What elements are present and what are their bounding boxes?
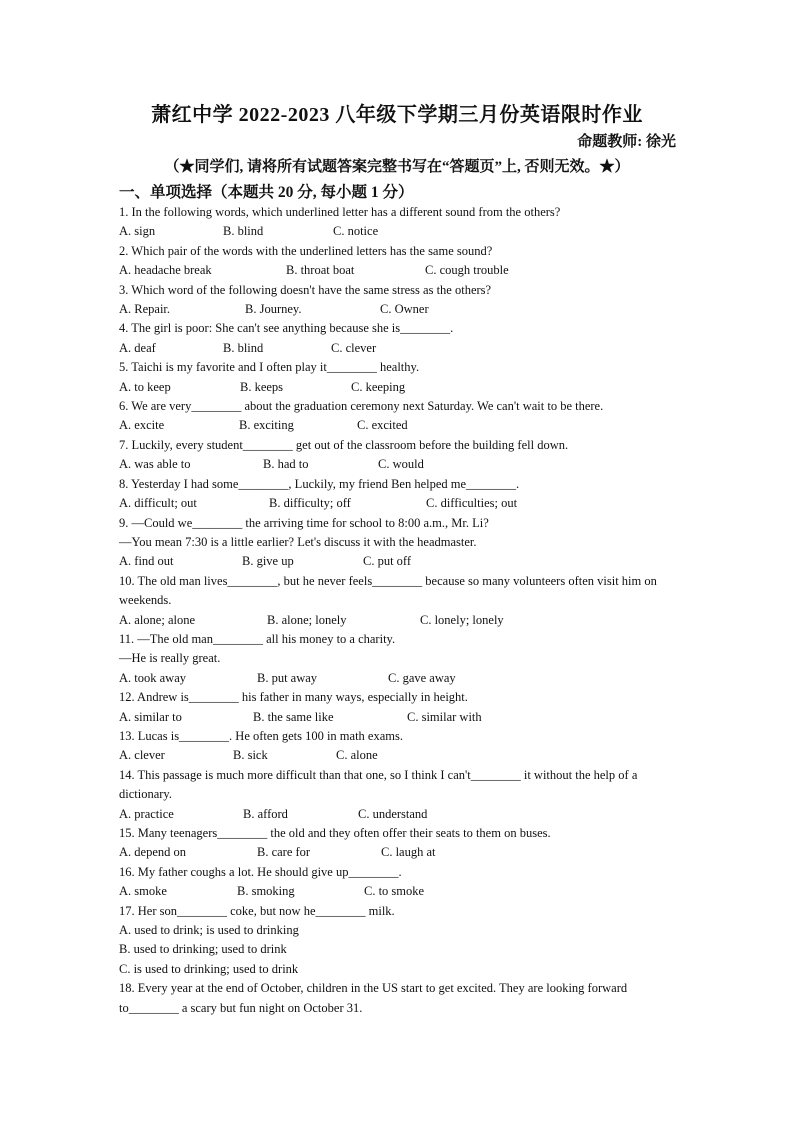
option-row <box>119 552 679 571</box>
answer-option: A. clever <box>119 748 165 763</box>
question-stem: 14. This passage is much more difficult than that one, so I think I can't________ it without the help of a dictionary. <box>119 767 638 802</box>
answer-option: A. sign <box>119 224 156 239</box>
answer-option: B. Journey. <box>245 302 302 317</box>
option-row <box>119 746 679 765</box>
option-row <box>119 494 679 513</box>
option-row <box>119 455 679 474</box>
option-row <box>119 222 679 241</box>
answer-option: C. similar with <box>407 709 482 724</box>
answer-option: C. clever <box>331 340 377 355</box>
answer-option: A. to keep <box>119 379 171 394</box>
question-stem: 4. The girl is poor: She can't see anything because she is________. <box>119 321 454 336</box>
question-stem: 18. Every year at the end of October, children in the US start to get excited. They are looking forward to________ a scary but fun night on October 31. <box>119 981 628 1015</box>
option-row <box>119 378 679 397</box>
answer-option: C. difficulties; out <box>426 496 518 511</box>
answer-option: C. would <box>378 457 424 472</box>
question-stem: 17. Her son________ coke, but now he________ milk. <box>119 903 395 918</box>
option-row <box>119 843 679 862</box>
answer-option: B. difficulty; off <box>269 496 351 511</box>
notice-text: （★同学们, 请将所有试题答案完整书写在“答题页”上, 否则无效。★） <box>164 159 630 175</box>
question-stem: 5. Taichi is my favorite and I often play it________ healthy. <box>119 360 420 375</box>
answer-option: B. alone; lonely <box>267 612 347 627</box>
answer-option: B. give up <box>242 554 294 569</box>
option-row <box>119 416 679 435</box>
answer-option: C. gave away <box>388 670 456 685</box>
question-stem: 2. Which pair of the words with the underlined letters has the same sound? <box>119 243 493 258</box>
answer-option: A. used to drink; is used to drinking <box>119 923 299 938</box>
answer-option: B. keeps <box>240 379 284 394</box>
question-stem: 8. Yesterday I had some________, Luckily, my friend Ben helped me________. <box>119 476 520 491</box>
answer-option: C. to smoke <box>364 884 425 899</box>
option-row <box>119 882 679 901</box>
question-stem: 1. In the following words, which underlined letter has a different sound from the others? <box>119 205 561 219</box>
answer-option: A. alone; alone <box>119 612 196 627</box>
answer-option: A. smoke <box>119 884 167 899</box>
answer-option: B. sick <box>233 748 268 763</box>
answer-option: B. afford <box>243 806 288 821</box>
question-stem: 7. Luckily, every student________ get out of the classroom before the building fell down. <box>119 437 569 452</box>
question-list <box>119 203 679 1018</box>
question-stem: 3. Which word of the following doesn't have the same stress as the others? <box>119 282 492 297</box>
answer-option: B. smoking <box>237 884 295 899</box>
answer-option: C. lonely; lonely <box>420 612 504 627</box>
answer-option: A. was able to <box>119 457 191 472</box>
option-row <box>119 611 679 630</box>
answer-option: B. used to drinking; used to drink <box>119 942 287 957</box>
option-row <box>119 669 679 688</box>
answer-option: A. excite <box>119 418 165 433</box>
answer-option: C. excited <box>357 418 408 433</box>
option-row <box>119 805 679 824</box>
answer-option: A. find out <box>119 554 174 569</box>
question-dialogue-line: —He is really great. <box>119 651 221 666</box>
answer-option: C. put off <box>363 554 412 569</box>
question-stem: 13. Lucas is________. He often gets 100 in math exams. <box>119 728 403 743</box>
question-stem: 16. My father coughs a lot. He should give up________. <box>119 864 402 879</box>
answer-option: A. deaf <box>119 340 156 355</box>
answer-option: B. throat boat <box>286 263 355 278</box>
answer-option: A. depend on <box>119 845 186 860</box>
answer-option: B. had to <box>263 457 309 472</box>
answer-option: C. cough trouble <box>425 263 509 278</box>
answer-option: C. Owner <box>380 302 429 317</box>
answer-option: B. put away <box>257 670 318 685</box>
answer-option: A. headache break <box>119 263 212 278</box>
answer-option: B. the same like <box>253 709 334 724</box>
answer-option: A. similar to <box>119 709 182 724</box>
question-stem: 11. —The old man________ all his money to a charity. <box>119 631 396 646</box>
option-row <box>119 339 679 358</box>
question-stem: 6. We are very________ about the graduation ceremony next Saturday. We can't wait to be there. <box>119 399 604 414</box>
section-heading: 一、单项选择（本题共 20 分, 每小题 1 分） <box>119 184 414 201</box>
option-row <box>119 300 679 319</box>
answer-option: A. took away <box>119 670 186 685</box>
question-dialogue-line: —You mean 7:30 is a little earlier? Let's discuss it with the headmaster. <box>119 534 477 549</box>
answer-option: A. practice <box>119 806 174 821</box>
question-stem: 12. Andrew is________ his father in many ways, especially in height. <box>119 690 468 705</box>
answer-option: B. exciting <box>239 418 294 433</box>
option-row <box>119 708 679 727</box>
answer-option: B. care for <box>257 845 311 860</box>
answer-option: C. is used to drinking; used to drink <box>119 961 299 976</box>
answer-option: B. blind <box>223 224 264 239</box>
answer-option: A. difficult; out <box>119 496 197 511</box>
answer-option: C. understand <box>358 806 428 821</box>
option-row <box>119 261 679 280</box>
answer-option: A. Repair. <box>119 302 171 317</box>
answer-option: C. notice <box>333 224 379 239</box>
page-title: 萧红中学 2022-2023 八年级下学期三月份英语限时作业 <box>151 104 643 126</box>
question-stem: 15. Many teenagers________ the old and they often offer their seats to them on buses. <box>119 826 551 840</box>
teacher-name: 命题教师: 徐光 <box>577 134 676 150</box>
question-stem: 9. —Could we________ the arriving time for school to 8:00 a.m., Mr. Li? <box>119 515 489 530</box>
question-stem: 10. The old man lives________, but he never feels________ because so many volunteers often visit him on weekends. <box>119 573 657 608</box>
answer-option: C. keeping <box>351 379 406 394</box>
answer-option: C. laugh at <box>381 845 436 860</box>
answer-option: B. blind <box>223 340 264 355</box>
answer-option: C. alone <box>336 748 378 763</box>
